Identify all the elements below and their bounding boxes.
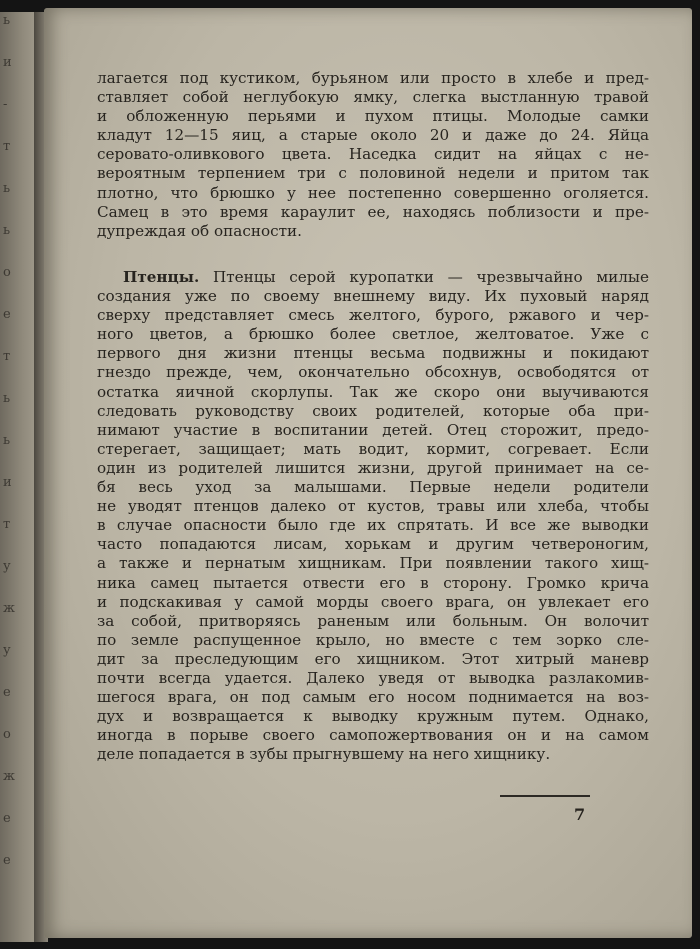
edge-fragment: -	[3, 97, 9, 112]
edge-fragment: ь	[3, 13, 12, 28]
left-page-edge-fragments	[3, 12, 23, 894]
text-line: ставляет собой неглубокую ямку, слегка выстланную травой	[97, 88, 649, 107]
edge-fragment: ь	[3, 181, 12, 196]
text-line: по земле распущенное крыло, но вместе с тем зорко сле-	[97, 630, 649, 649]
edge-fragment: и	[3, 55, 13, 70]
text-line: не уводят птенцов далеко от кустов, травы или хлеба, чтобы	[97, 497, 649, 516]
text-line: шегося врага, он под самым его носом поднимается на воз-	[97, 688, 649, 707]
text-line: кладут 12—15 яиц, а старые около 20 и даже до 24. Яйца	[97, 126, 649, 145]
page-number: 7	[574, 805, 586, 824]
text-line: ника самец пытается отвести его в сторону. Громко крича	[97, 573, 649, 592]
edge-fragment: т	[3, 349, 12, 364]
text-line: стерегает, защищает; мать водит, кормит, согревает. Если	[97, 439, 649, 458]
edge-fragment: т	[3, 139, 12, 154]
text-line: вероятным терпением три с половиной недели и притом так	[97, 164, 649, 183]
text-line: остатка яичной скорлупы. Так же скоро они выучиваются	[97, 382, 649, 401]
edge-fragment: и	[3, 475, 13, 490]
paragraph-2-first-line	[97, 268, 649, 287]
edge-fragment: т	[3, 517, 12, 532]
text-line: нимают участие в воспитании детей. Отец сторожит, предо-	[97, 420, 649, 439]
text-line: бя весь уход за малышами. Первые недели родители	[97, 478, 649, 497]
paragraph-2-first-line-text: Птенцы серой куропатки — чрезвычайно милые	[199, 268, 649, 286]
edge-fragment: ж	[3, 601, 16, 616]
text-line: ного цветов, а брюшко более светлое, желтоватое. Уже с	[97, 325, 649, 344]
text-line: иногда в порыве своего самопожертвования он и на самом	[97, 726, 649, 745]
edge-fragment: е	[3, 307, 12, 322]
text-line: часто попадаются лисам, хорькам и другим четвероногим,	[97, 535, 649, 554]
edge-fragment: о	[3, 727, 12, 742]
edge-fragment: у	[3, 643, 12, 658]
book-page	[44, 8, 692, 938]
edge-fragment: о	[3, 265, 12, 280]
text-line: дит за преследующим его хищником. Этот хитрый маневр	[97, 649, 649, 668]
edge-fragment: ж	[3, 769, 16, 784]
text-line: создания уже по своему внешнему виду. Их пуховый наряд	[97, 287, 649, 306]
edge-fragment: ь	[3, 223, 12, 238]
edge-fragment: у	[3, 559, 12, 574]
edge-fragment: е	[3, 685, 12, 700]
text-line: плотно, что брюшко у нее постепенно совершенно оголяется.	[97, 183, 649, 202]
edge-fragment: е	[3, 811, 12, 826]
text-line: один из родителей лишится жизни, другой принимает на се-	[97, 458, 649, 477]
text-line: серовато-оливкового цвета. Наседка сидит на яйцах с не-	[97, 145, 649, 164]
text-line: в случае опасности было где их спрятать. И все же выводки	[97, 516, 649, 535]
paragraph-1	[97, 69, 649, 241]
footer-rule	[500, 795, 590, 797]
edge-fragment: ь	[3, 433, 12, 448]
text-line: Самец в это время караулит ее, находясь поблизости и пре-	[97, 202, 649, 221]
text-line: за собой, притворяясь раненым или больным. Он волочит	[97, 611, 649, 630]
paragraph-2	[97, 268, 649, 764]
text-line: и обложенную перьями и пухом птицы. Молодые самки	[97, 107, 649, 126]
text-line: деле попадается в зубы прыгнувшему на него хищнику.	[97, 745, 551, 764]
text-line: первого дня жизни птенцы весьма подвижны и покидают	[97, 344, 649, 363]
text-line: гнездо прежде, чем, окончательно обсохнув, освободятся от	[97, 363, 649, 382]
text-line: дупреждая об опасности.	[97, 221, 302, 240]
text-line: следовать руководству своих родителей, которые оба при-	[97, 401, 649, 420]
text-line: лагается под кустиком, бурьяном или просто в хлебе и пред-	[97, 69, 649, 87]
text-line: почти всегда удается. Далеко уведя от выводка разлакомив-	[97, 668, 649, 687]
section-heading: Птенцы.	[123, 268, 200, 286]
edge-fragment: е	[3, 853, 12, 868]
text-line: сверху представляет смесь желтого, бурого, ржавого и чер-	[97, 306, 649, 325]
edge-fragment: ь	[3, 391, 12, 406]
text-line: и подскакивая у самой морды своего врага, он увлекает его	[97, 592, 649, 611]
text-line: а также и пернатым хищникам. При появлении такого хищ-	[97, 554, 649, 573]
text-line: дух и возвращается к выводку кружным путем. Однако,	[97, 707, 649, 726]
